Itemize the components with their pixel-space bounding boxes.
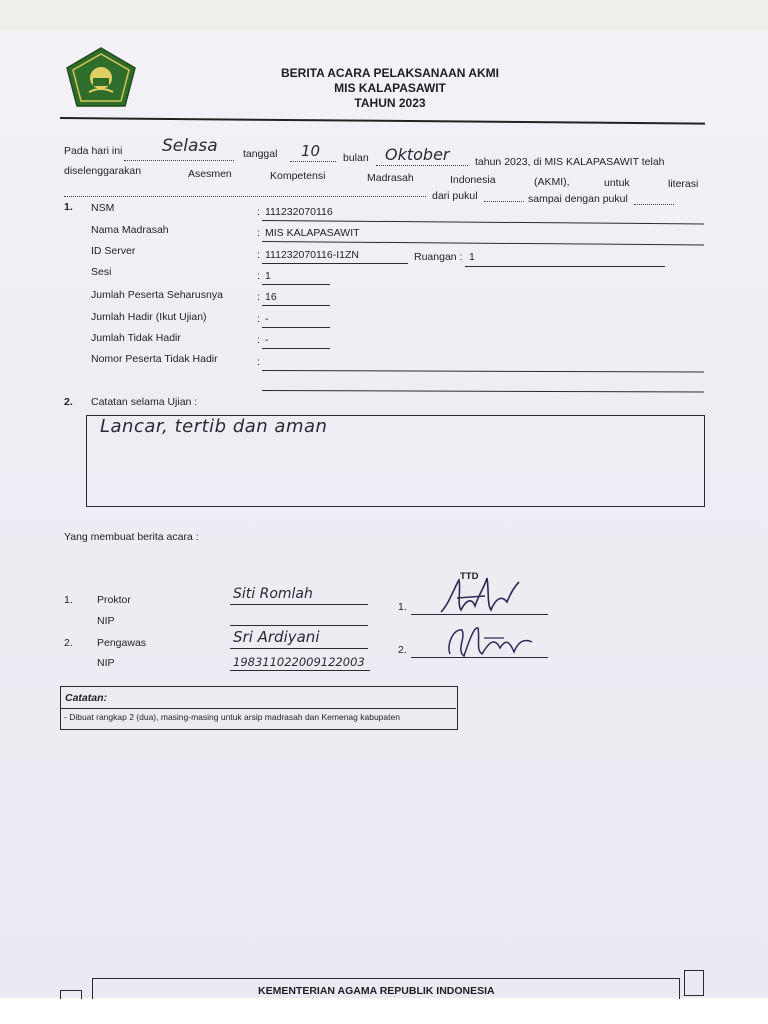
signature-2-number: 2. (398, 644, 407, 656)
intro-tanggal: tanggal (243, 148, 278, 160)
dari-dots (484, 201, 524, 202)
pengawas-label: Pengawas (97, 637, 147, 649)
field-value-nsm: 111232070116 (265, 206, 333, 218)
field-value-tidak-hadir: - (265, 334, 269, 346)
background-top (0, 0, 768, 30)
background-bottom (0, 998, 768, 1024)
catatan-ujian-note: Lancar, tertib dan aman (100, 416, 328, 437)
ttd-label: TTD (460, 571, 479, 582)
footer-right-box (684, 970, 704, 996)
ruangan-value: 1 (469, 251, 475, 263)
intro-sampai: sampai dengan pukul (528, 193, 628, 205)
literasi-dots (64, 196, 426, 197)
section2-number: 2. (64, 396, 73, 408)
kemenag-logo (63, 46, 139, 110)
intro-word: diselenggarakan (64, 165, 142, 177)
footer-left-box (60, 990, 82, 999)
ruangan-label: Ruangan : (414, 251, 463, 263)
section1-number: 1. (64, 201, 73, 213)
field-value-madrasah: MIS KALAPASAWIT (265, 227, 360, 239)
signers-intro: Yang membuat berita acara : (64, 531, 199, 543)
hari-value: Selasa (162, 136, 218, 156)
intro-line2 (64, 165, 704, 190)
colon: : (257, 270, 260, 282)
pengawas-nip-label: NIP (97, 657, 115, 669)
pengawas-number: 2. (64, 637, 73, 649)
document-title-line2: MIS KALAPASAWIT (334, 81, 446, 95)
intro-word: Asesmen (188, 168, 232, 180)
hari-dots (124, 160, 234, 161)
intro-word: Indonesia (450, 174, 496, 186)
sampai-dots (634, 204, 674, 205)
pengawas-nip: 198311022009122003 (233, 655, 365, 669)
pengawas-name-line (230, 648, 368, 649)
footer-text: KEMENTERIAN AGAMA REPUBLIK INDONESIA (258, 985, 495, 997)
field-label-hadir: Jumlah Hadir (Ikut Ujian) (91, 311, 207, 323)
intro-tahun: tahun 2023, di MIS KALAPASAWIT telah (475, 156, 665, 168)
colon: : (257, 249, 260, 261)
pengawas-name: Sri Ardiyani (233, 628, 320, 646)
proktor-name-line (230, 604, 368, 605)
signature-2 (444, 620, 536, 660)
intro-word: (AKMI), (534, 176, 570, 188)
intro-bulan: bulan (343, 152, 369, 164)
field-label-peserta: Jumlah Peserta Seharusnya (91, 289, 223, 301)
proktor-nip-label: NIP (97, 615, 115, 627)
proktor-nip-line (230, 625, 368, 626)
field-value-peserta: 16 (265, 291, 277, 303)
intro-dari-pukul: dari pukul (432, 190, 478, 202)
colon: : (257, 206, 260, 218)
intro-word: untuk (604, 177, 630, 189)
proktor-name: Siti Romlah (233, 586, 313, 602)
colon: : (257, 291, 260, 303)
signature-1 (437, 574, 523, 618)
tidak-hadir-line (262, 348, 330, 349)
ruangan-line (465, 266, 665, 267)
intro-word: Kompetensi (270, 170, 326, 182)
peserta-line (262, 305, 330, 306)
field-label-sesi: Sesi (91, 266, 112, 278)
field-label-nsm: NSM (91, 202, 115, 214)
sesi-line (262, 284, 330, 285)
document-title-line1: BERITA ACARA PELAKSANAAN AKMI (281, 66, 499, 80)
pengawas-nip-line (230, 670, 370, 671)
signature-1-number: 1. (398, 601, 407, 613)
field-label-nomor-tidak-hadir: Nomor Peserta Tidak Hadir (91, 353, 218, 365)
catatan-title: Catatan: (65, 692, 108, 704)
colon: : (257, 334, 260, 346)
field-label-tidak-hadir: Jumlah Tidak Hadir (91, 332, 181, 344)
field-value-sesi: 1 (265, 270, 271, 282)
bulan-value: Oktober (385, 145, 450, 164)
catatan-text: - Dibuat rangkap 2 (dua), masing-masing untuk arsip madrasah dan Kemenag kabupaten (64, 712, 400, 722)
colon: : (257, 356, 260, 368)
id-server-line (262, 263, 408, 264)
catatan-box-divider (60, 708, 456, 709)
tanggal-value: 10 (301, 142, 321, 160)
field-value-id-server: 111232070116-I1ZN (265, 249, 359, 261)
catatan-ujian-label: Catatan selama Ujian : (91, 396, 198, 408)
intro-word: literasi (668, 178, 699, 190)
intro-pada-hari: Pada hari ini (64, 145, 123, 157)
intro-word: Madrasah (367, 172, 414, 184)
tanggal-dots (290, 161, 336, 162)
field-label-madrasah: Nama Madrasah (91, 224, 169, 236)
document-title-line3: TAHUN 2023 (354, 96, 426, 110)
colon: : (257, 313, 260, 325)
field-value-hadir: - (265, 313, 269, 325)
colon: : (257, 227, 260, 239)
field-label-id-server: ID Server (91, 245, 136, 257)
proktor-number: 1. (64, 594, 73, 606)
proktor-label: Proktor (97, 594, 131, 606)
hadir-line (262, 327, 330, 328)
